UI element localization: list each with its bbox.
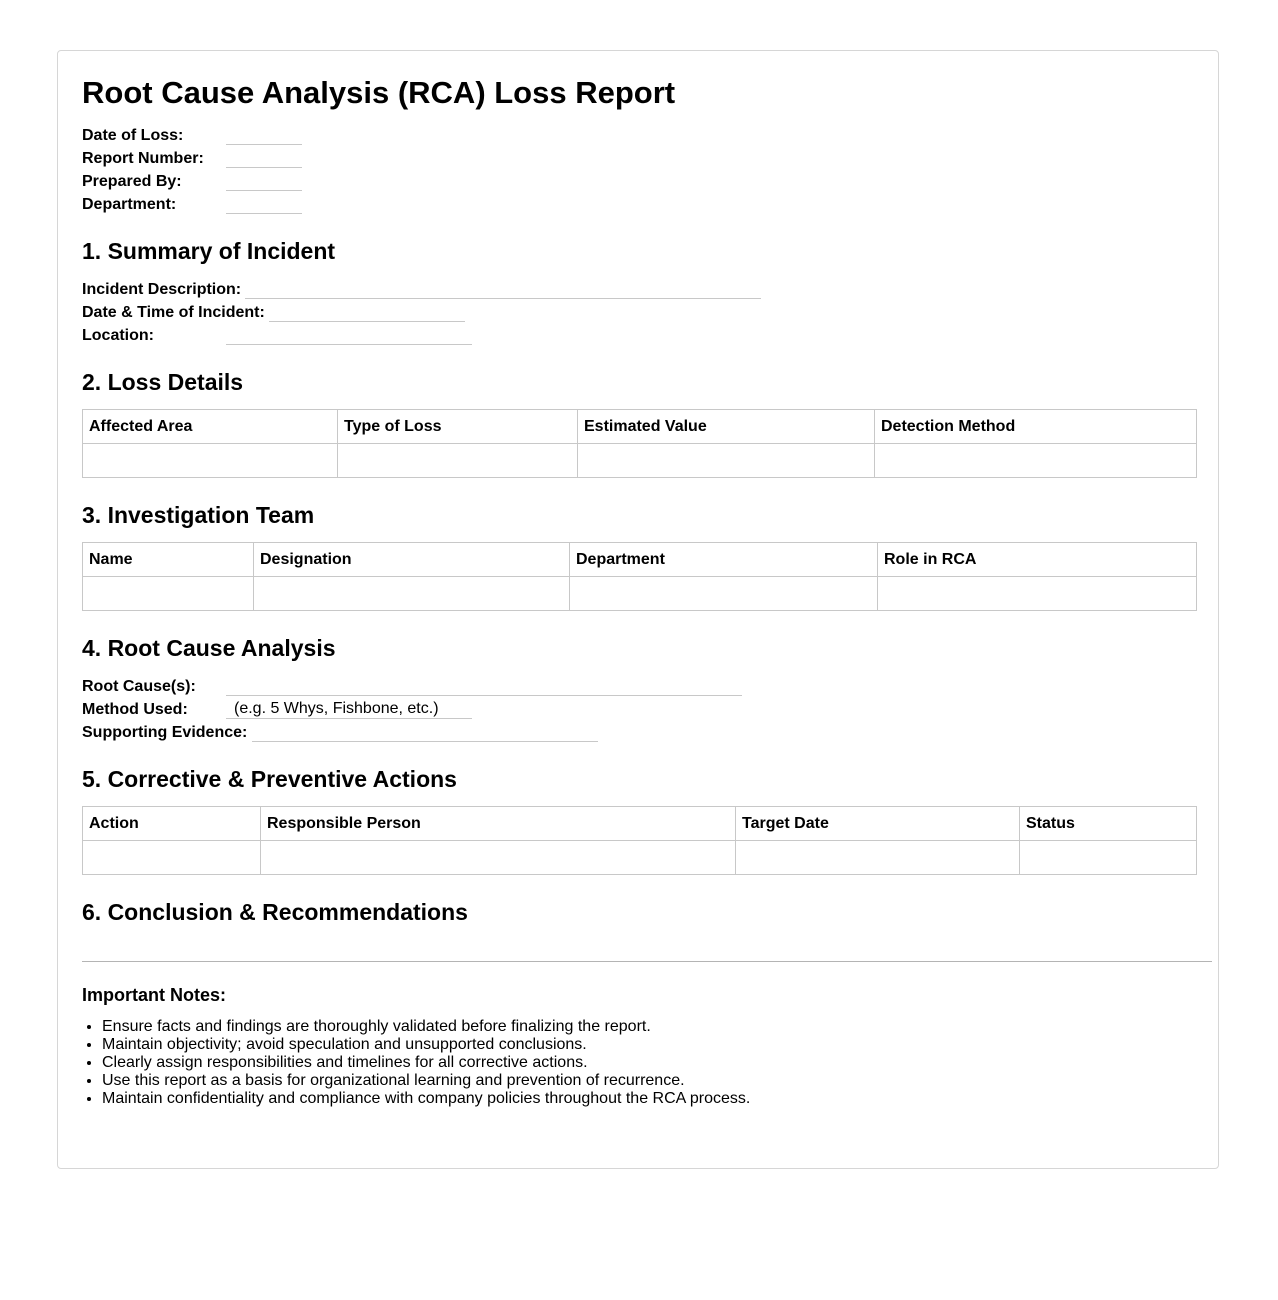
- table-header-row: [83, 410, 1197, 444]
- table-cell[interactable]: [1020, 841, 1197, 875]
- date-of-loss-field: [82, 126, 183, 149]
- page-title: Root Cause Analysis (RCA) Loss Report: [82, 75, 676, 110]
- section-5-heading: 5. Corrective & Preventive Actions: [82, 766, 457, 792]
- department-label: Department:: [82, 196, 177, 213]
- list-item: • Clearly assign responsibilities and timelines for all corrective actions.: [102, 1054, 750, 1072]
- column-header: Affected Area: [83, 410, 338, 444]
- table-cell[interactable]: [83, 841, 261, 875]
- prepared-by-input[interactable]: [226, 172, 302, 191]
- column-header: Department: [570, 543, 878, 577]
- supporting-evidence-label: Supporting Evidence:: [82, 724, 248, 741]
- column-header: Role in RCA: [878, 543, 1197, 577]
- section-6-heading: 6. Conclusion & Recommendations: [82, 899, 468, 925]
- table-cell[interactable]: [83, 444, 338, 478]
- location-field: [82, 326, 154, 349]
- column-header: Type of Loss: [338, 410, 578, 444]
- report-number-field: [82, 149, 204, 172]
- section-3-heading: 3. Investigation Team: [82, 502, 315, 528]
- list-item: • Maintain confidentiality and compliance with company policies throughout the RCA process.: [102, 1090, 750, 1108]
- method-used-label: Method Used:: [82, 701, 188, 718]
- column-header: Designation: [254, 543, 570, 577]
- department-input[interactable]: [226, 195, 302, 214]
- notes-heading: Important Notes:: [82, 985, 226, 1005]
- column-header: Target Date: [736, 807, 1020, 841]
- prepared-by-field: [82, 172, 182, 195]
- table-row: [83, 577, 1197, 611]
- table-cell[interactable]: [578, 444, 875, 478]
- supporting-evidence-input[interactable]: [252, 723, 598, 742]
- notes-list: [82, 1018, 750, 1108]
- date-of-loss-label: Date of Loss:: [82, 127, 184, 144]
- report-number-label: Report Number:: [82, 150, 204, 167]
- corrective-actions-table: [82, 806, 1197, 875]
- section-4-heading: 4. Root Cause Analysis: [82, 635, 336, 661]
- incident-datetime-label: Date & Time of Incident:: [82, 304, 265, 321]
- method-used-input[interactable]: (e.g. 5 Whys, Fishbone, etc.): [226, 700, 472, 719]
- table-cell[interactable]: [254, 577, 570, 611]
- column-header: Responsible Person: [261, 807, 736, 841]
- table-cell[interactable]: [878, 577, 1197, 611]
- department-field: [82, 195, 176, 218]
- incident-description-field: [82, 280, 241, 303]
- method-used-field: [82, 700, 439, 723]
- list-item: • Use this report as a basis for organizational learning and prevention of recurrence.: [102, 1072, 750, 1090]
- column-header: Estimated Value: [578, 410, 875, 444]
- prepared-by-label: Prepared By:: [82, 173, 182, 190]
- table-header-row: [83, 543, 1197, 577]
- report-number-input[interactable]: [226, 149, 302, 168]
- incident-description-input[interactable]: [245, 280, 761, 299]
- table-row: [83, 841, 1197, 875]
- root-causes-label: Root Cause(s):: [82, 678, 196, 695]
- incident-datetime-input[interactable]: [269, 303, 465, 322]
- table-row: [83, 444, 1197, 478]
- incident-datetime-field: [82, 303, 265, 326]
- table-cell[interactable]: [83, 577, 254, 611]
- loss-details-table: [82, 409, 1197, 478]
- list-item: • Maintain objectivity; avoid speculation and unsupported conclusions.: [102, 1036, 750, 1054]
- column-header: Name: [83, 543, 254, 577]
- location-input[interactable]: [226, 326, 472, 345]
- table-cell[interactable]: [338, 444, 578, 478]
- incident-description-label: Incident Description:: [82, 281, 242, 298]
- section-2-heading: 2. Loss Details: [82, 369, 244, 395]
- table-cell[interactable]: [570, 577, 878, 611]
- table-header-row: [83, 807, 1197, 841]
- table-cell[interactable]: [261, 841, 736, 875]
- notes-divider: [82, 961, 1212, 962]
- column-header: Detection Method: [875, 410, 1197, 444]
- date-of-loss-input[interactable]: [226, 126, 302, 145]
- root-causes-field: [82, 677, 196, 700]
- column-header: Action: [83, 807, 261, 841]
- table-cell[interactable]: [736, 841, 1020, 875]
- column-header: Status: [1020, 807, 1197, 841]
- location-label: Location:: [82, 327, 154, 344]
- report-card: [57, 50, 1219, 1169]
- investigation-team-table: [82, 542, 1197, 611]
- root-causes-input[interactable]: [226, 677, 742, 696]
- list-item: • Ensure facts and findings are thoroughly validated before finalizing the report.: [102, 1018, 750, 1036]
- section-1-heading: 1. Summary of Incident: [82, 238, 336, 264]
- supporting-evidence-field: [82, 723, 247, 746]
- table-cell[interactable]: [875, 444, 1197, 478]
